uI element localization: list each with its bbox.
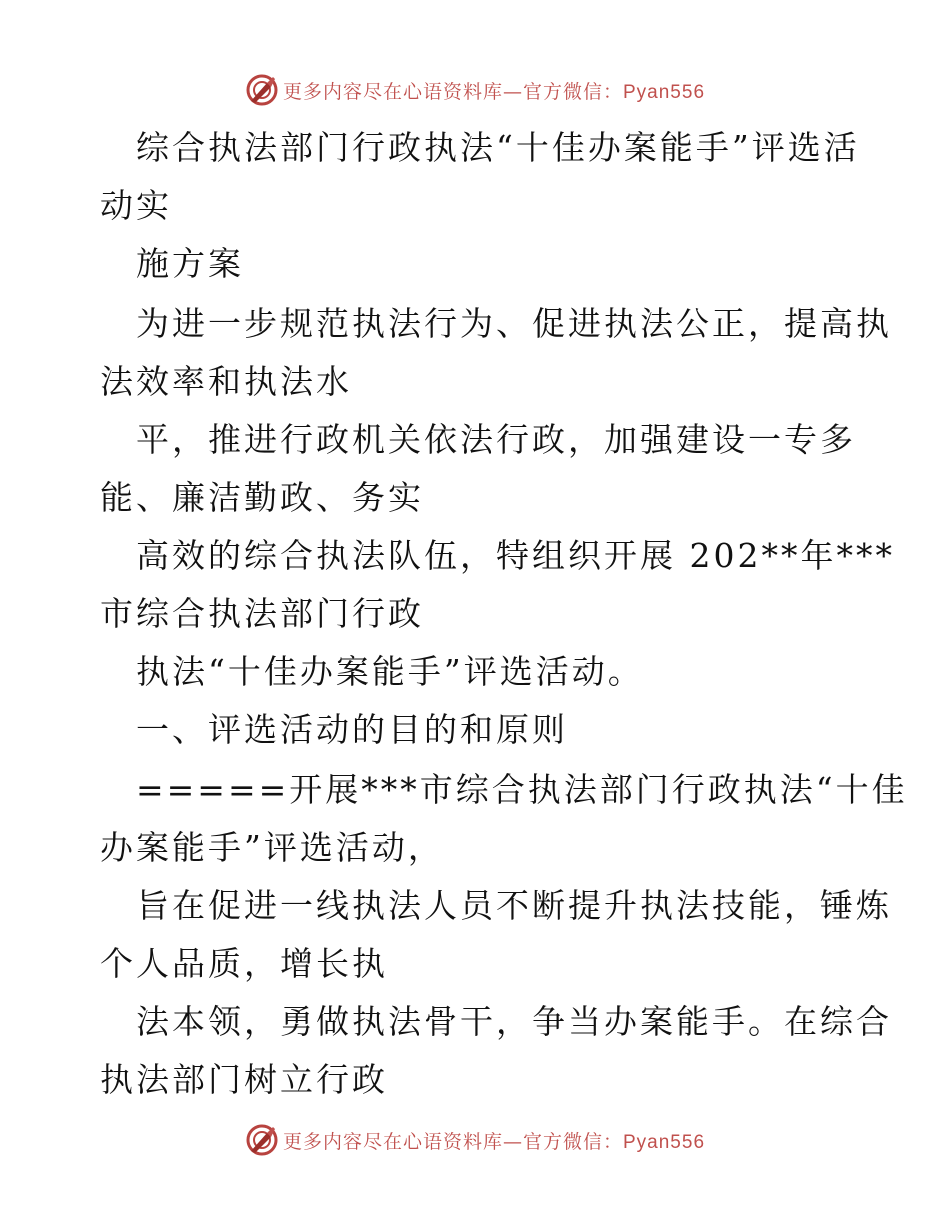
paragraph-line: 执法“十佳办案能手”评选活动。 [136,652,644,691]
header-watermark [0,70,950,110]
paragraph-line: 旨在促进一线执法人员不断提升执法技能，锤炼 [136,886,892,925]
pen-logo-icon [245,1123,279,1157]
paragraph-line: 个人品质，增长执 [100,944,388,983]
paragraph-line: 高效的综合执法队伍，特组织开展 202**年*** [136,536,895,575]
section-heading: 一、评选活动的目的和原则 [136,710,568,749]
paragraph-line: 平，推进行政机关依法行政，加强建设一专多 [136,420,856,459]
paragraph-line: 能、廉洁勤政、务实 [100,478,424,517]
paragraph-line: 市综合执法部门行政 [100,594,424,633]
pen-logo-icon [245,73,279,107]
document-title-line-3: 施方案 [136,244,244,283]
watermark-slogan: 更多内容尽在心语资料库—官方微信： [282,1130,623,1153]
watermark-slogan: 更多内容尽在心语资料库—官方微信： [282,80,623,103]
watermark-wechat-id: Pyan556 [623,81,706,103]
footer-watermark [0,1120,950,1160]
paragraph-line: 办案能手”评选活动， [100,828,444,867]
paragraph-line: 执法部门树立行政 [100,1060,388,1099]
watermark-wechat-id: Pyan556 [623,1131,706,1153]
document-title-line-1: 综合执法部门行政执法“十佳办案能手”评选活 [136,128,860,167]
watermark-text [283,1127,705,1154]
watermark-text [283,77,705,104]
paragraph-line: 为进一步规范执法行为、促进执法公正，提高执 [136,304,892,343]
paragraph-line: =====开展***市综合执法部门行政执法“十佳 [136,770,908,809]
paragraph-line: 法效率和执法水 [100,362,352,401]
paragraph-line: 法本领，勇做执法骨干，争当办案能手。在综合 [136,1002,892,1041]
document-title-line-2: 动实 [100,186,172,225]
